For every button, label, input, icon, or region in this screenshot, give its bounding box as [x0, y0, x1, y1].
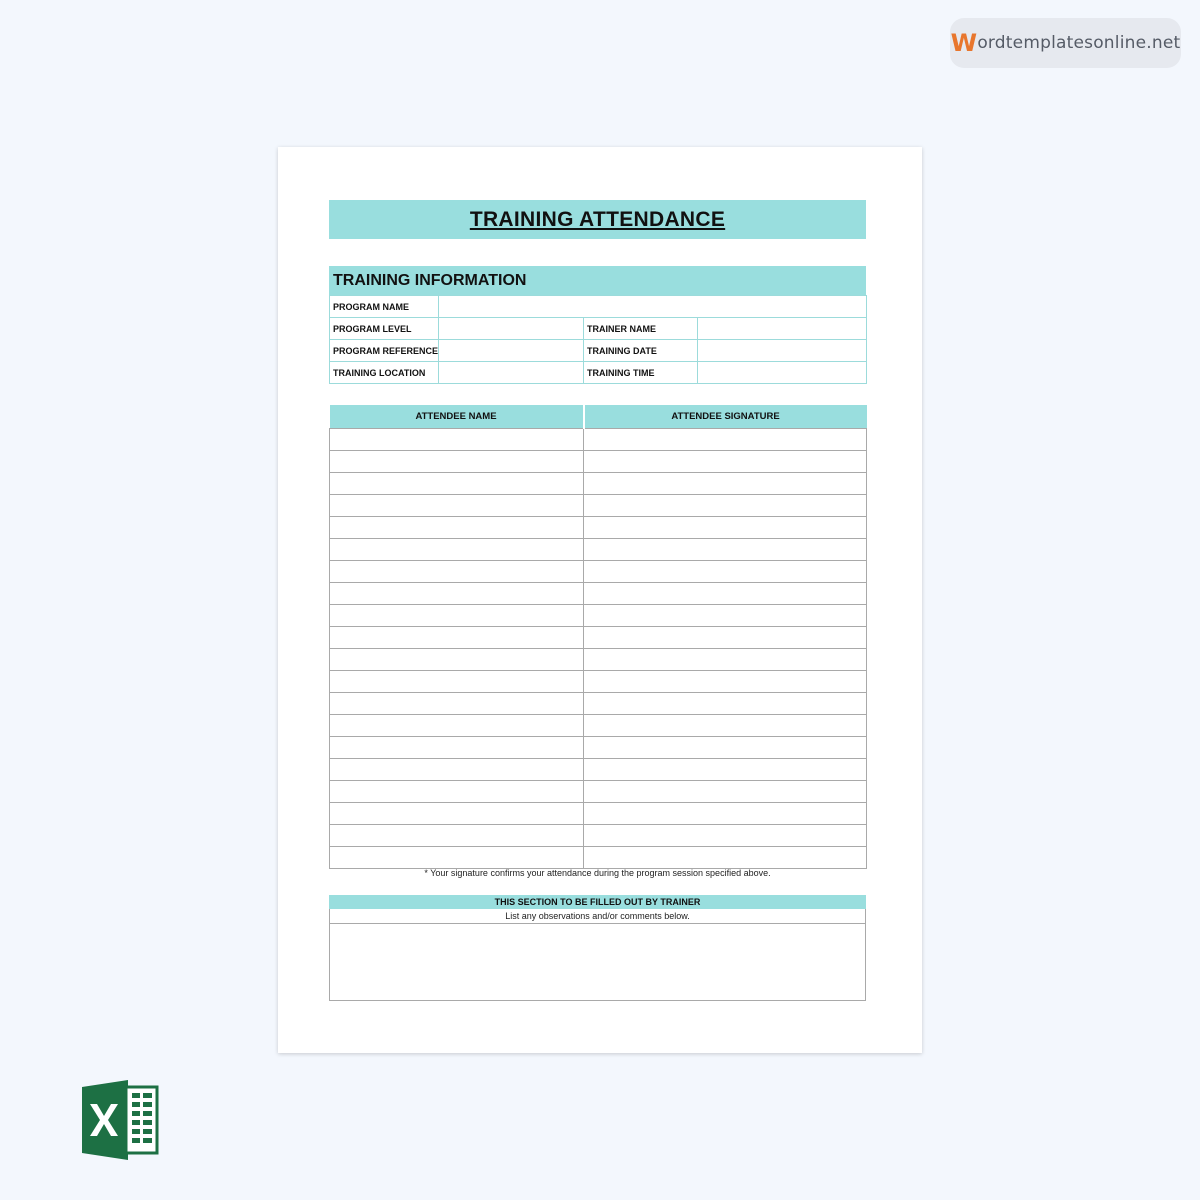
attendee-signature-cell[interactable] [584, 781, 867, 803]
attendee-name-cell[interactable] [330, 561, 584, 583]
training-time-label: TRAINING TIME [584, 362, 698, 384]
title-banner [329, 200, 866, 239]
info-row [330, 318, 867, 340]
attendee-name-cell[interactable] [330, 803, 584, 825]
info-row [330, 362, 867, 384]
table-row [330, 495, 867, 517]
attendee-name-cell[interactable] [330, 495, 584, 517]
attendee-signature-cell[interactable] [584, 583, 867, 605]
training-info-heading: TRAINING INFORMATION [329, 266, 866, 295]
training-info-table [329, 295, 867, 384]
table-row [330, 693, 867, 715]
table-row [330, 473, 867, 495]
attendee-signature-cell[interactable] [584, 737, 867, 759]
attendee-header-row [330, 405, 867, 429]
trainer-section-heading: THIS SECTION TO BE FILLED OUT BY TRAINER [329, 895, 866, 909]
watermark-letter: W [950, 29, 978, 57]
signature-note: * Your signature confirms your attendance during the program session specified above. [424, 868, 771, 878]
table-row [330, 825, 867, 847]
attendee-name-cell[interactable] [330, 825, 584, 847]
training-location-field[interactable] [439, 362, 584, 384]
attendee-name-cell[interactable] [330, 627, 584, 649]
trainer-section-instruction: List any observations and/or comments below. [329, 909, 866, 923]
table-row [330, 759, 867, 781]
table-row [330, 517, 867, 539]
attendee-name-cell[interactable] [330, 693, 584, 715]
table-row [330, 803, 867, 825]
program-reference-label: PROGRAM REFERENCE [330, 340, 439, 362]
attendee-table [329, 405, 867, 869]
attendee-name-cell[interactable] [330, 605, 584, 627]
attendee-name-cell[interactable] [330, 671, 584, 693]
program-name-field[interactable] [439, 296, 867, 318]
trainer-comments-field[interactable] [329, 923, 866, 1001]
site-watermark [950, 18, 1181, 68]
table-row [330, 847, 867, 869]
table-row [330, 605, 867, 627]
attendee-signature-cell[interactable] [584, 517, 867, 539]
program-level-label: PROGRAM LEVEL [330, 318, 439, 340]
program-name-label: PROGRAM NAME [330, 296, 439, 318]
training-info-section [329, 266, 866, 384]
table-row [330, 539, 867, 561]
attendee-name-cell[interactable] [330, 473, 584, 495]
attendee-name-cell[interactable] [330, 781, 584, 803]
attendee-signature-cell[interactable] [584, 847, 867, 869]
attendee-signature-cell[interactable] [584, 429, 867, 451]
attendee-name-cell[interactable] [330, 429, 584, 451]
table-row [330, 583, 867, 605]
attendee-name-cell[interactable] [330, 759, 584, 781]
attendee-signature-cell[interactable] [584, 759, 867, 781]
attendee-signature-cell[interactable] [584, 451, 867, 473]
document-title: TRAINING ATTENDANCE [469, 207, 726, 231]
attendee-name-cell[interactable] [330, 715, 584, 737]
trainer-name-field[interactable] [698, 318, 867, 340]
attendee-signature-cell[interactable] [584, 693, 867, 715]
table-row [330, 781, 867, 803]
attendee-name-cell[interactable] [330, 539, 584, 561]
attendee-signature-cell[interactable] [584, 473, 867, 495]
excel-logo-icon [76, 1078, 160, 1162]
attendee-name-cell[interactable] [330, 847, 584, 869]
attendee-signature-cell[interactable] [584, 561, 867, 583]
attendee-name-cell[interactable] [330, 649, 584, 671]
attendee-signature-cell[interactable] [584, 825, 867, 847]
training-date-label: TRAINING DATE [584, 340, 698, 362]
table-row [330, 715, 867, 737]
table-row [330, 561, 867, 583]
attendee-signature-cell[interactable] [584, 671, 867, 693]
program-level-field[interactable] [439, 318, 584, 340]
attendee-signature-cell[interactable] [584, 649, 867, 671]
attendee-name-header: ATTENDEE NAME [330, 405, 584, 429]
attendee-signature-cell[interactable] [584, 715, 867, 737]
info-row-program-name [330, 296, 867, 318]
table-row [330, 451, 867, 473]
table-row [330, 627, 867, 649]
table-row [330, 429, 867, 451]
trainer-section [329, 895, 866, 1001]
attendee-signature-cell[interactable] [584, 627, 867, 649]
attendee-name-cell[interactable] [330, 583, 584, 605]
training-date-field[interactable] [698, 340, 867, 362]
attendee-name-cell[interactable] [330, 451, 584, 473]
attendee-section [329, 405, 866, 869]
attendee-name-cell[interactable] [330, 517, 584, 539]
info-row [330, 340, 867, 362]
attendee-name-cell[interactable] [330, 737, 584, 759]
program-reference-field[interactable] [439, 340, 584, 362]
watermark-text: ordtemplatesonline.net [977, 33, 1181, 53]
table-row [330, 671, 867, 693]
attendee-signature-header: ATTENDEE SIGNATURE [584, 405, 867, 429]
attendee-rows [330, 429, 867, 869]
training-time-field[interactable] [698, 362, 867, 384]
attendee-signature-cell[interactable] [584, 803, 867, 825]
attendee-signature-cell[interactable] [584, 495, 867, 517]
table-row [330, 737, 867, 759]
table-row [330, 649, 867, 671]
training-location-label: TRAINING LOCATION [330, 362, 439, 384]
trainer-name-label: TRAINER NAME [584, 318, 698, 340]
attendee-signature-cell[interactable] [584, 605, 867, 627]
document-page [278, 147, 922, 1053]
attendee-signature-cell[interactable] [584, 539, 867, 561]
